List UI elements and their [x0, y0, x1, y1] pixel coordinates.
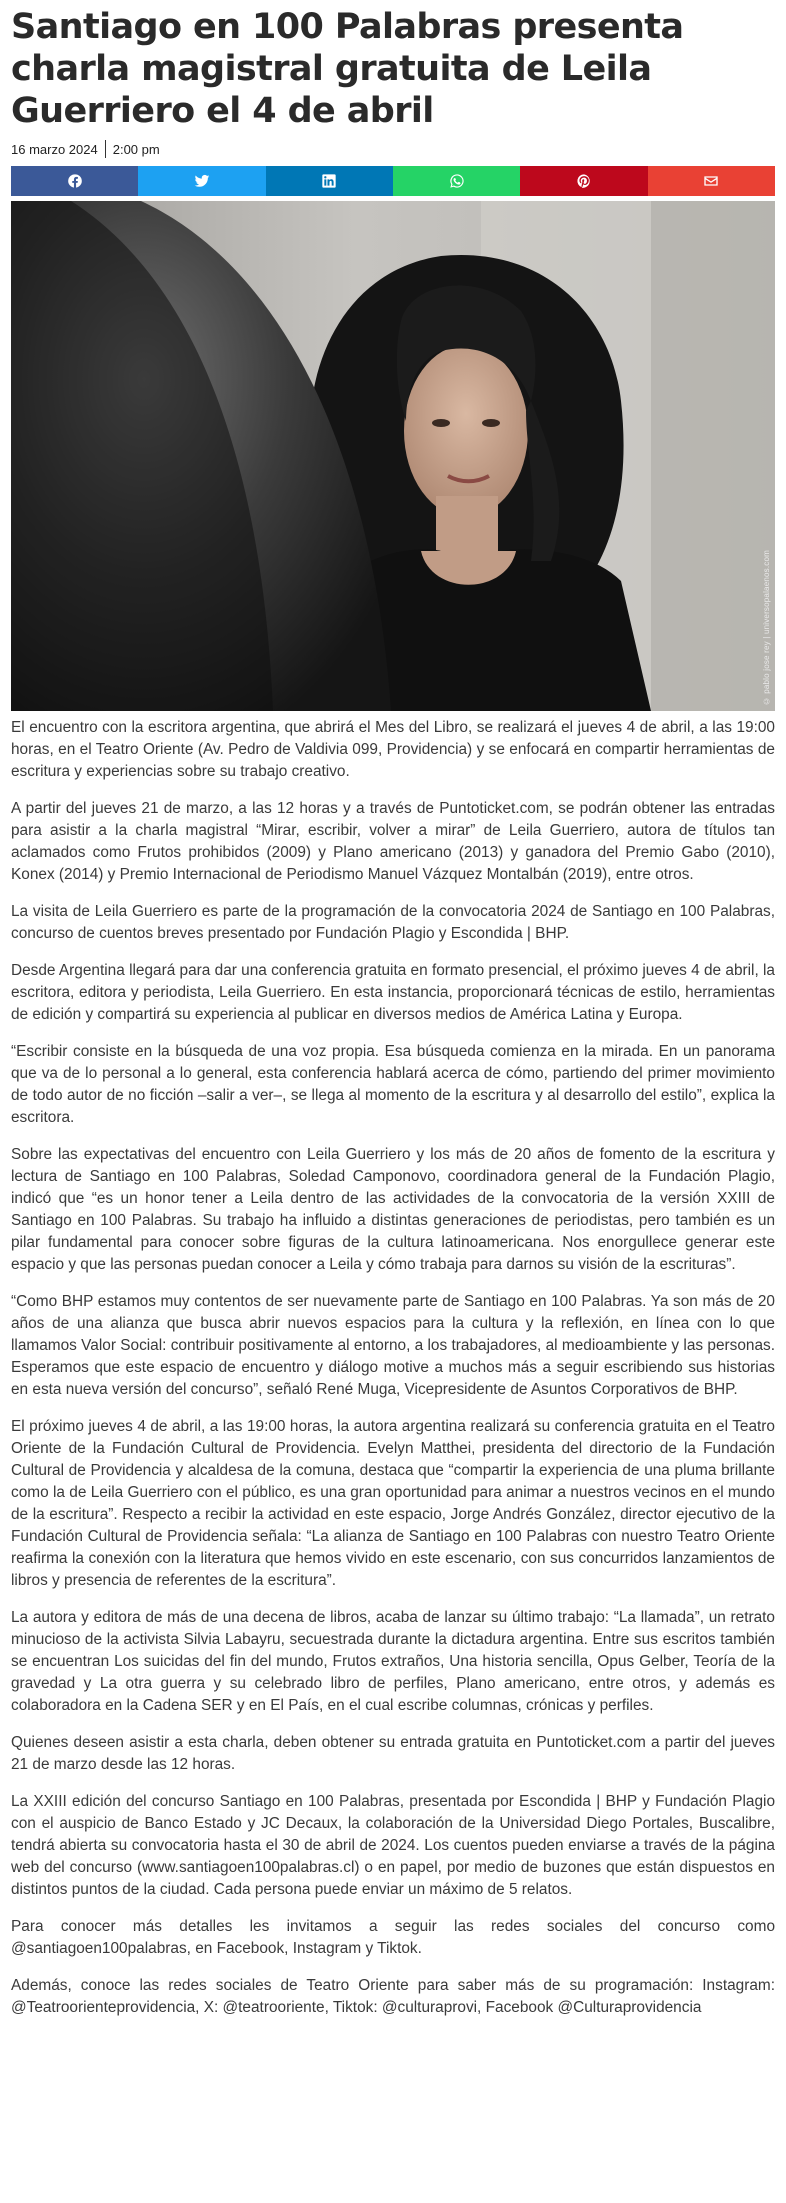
twitter-icon [194, 173, 210, 189]
share-linkedin-button[interactable] [266, 166, 393, 196]
article-body [11, 717, 775, 2019]
portrait-illustration [11, 201, 775, 711]
paragraph: A partir del jueves 21 de marzo, a las 12 horas y a través de Puntoticket.com, se podrán obtener las entradas para asistir a la charla magistral “Mirar, escribir, volver a mirar” de Leila Guerriero, autora de títulos tan aclamados como Frutos prohibidos (2009) y Plano americano (2013) y ganadora del Premio Gabo (2010), Konex (2014) y Premio Internacional de Periodismo Manuel Vázquez Montalbán (2019), entre otros. [11, 800, 775, 883]
share-facebook-button[interactable] [11, 166, 138, 196]
linkedin-icon [321, 173, 337, 189]
paragraph: El encuentro con la escritora argentina, que abrirá el Mes del Libro, se realizará el jueves 4 de abril, a las 19:00 horas, en el Teatro Oriente (Av. Pedro de Valdivia 099, Providencia) y se enfocará en compartir herramientas de escritura y experiencias sobre su trabajo creativo. [11, 719, 775, 780]
meta-divider [105, 140, 106, 158]
paragraph: Desde Argentina llegará para dar una conferencia gratuita en formato presencial, el próximo jueves 4 de abril, la escritora, editora y periodista, Leila Guerriero. En esta instancia, proporcionará técnicas de estilo, herramientas de edición y compartirá su experiencia al publicar en diversos medios de América Latina y Europa. [11, 962, 775, 1023]
share-email-button[interactable] [648, 166, 775, 196]
pinterest-icon [576, 173, 592, 189]
photo-credit: © pablo jose rey | universopalaenos.com [762, 549, 771, 705]
whatsapp-icon [449, 173, 465, 189]
paragraph: La XXIII edición del concurso Santiago en 100 Palabras, presentada por Escondida | BHP y Fundación Plagio con el auspicio de Banco Estado y JC Decaux, la colaboración de la Universidad Diego Portales, Buscalibre, tendrá abierta su convocatoria hasta el 30 de abril de 2024. Los cuentos pueden enviarse a través de la página web del concurso (www.santiagoen100palabras.cl) o en papel, por medio de buzones que están dispuestos en distintos puntos de la ciudad. Cada persona puede enviar un máximo de 5 relatos. [11, 1793, 775, 1898]
paragraph: Sobre las expectativas del encuentro con Leila Guerriero y los más de 20 años de fomento de la escritura y lectura de Santiago en 100 Palabras, Soledad Camponovo, coordinadora general de la Fundación Plagio, indicó que “es un honor tener a Leila dentro de las actividades de la convocatoria de la versión XXIII de Santiago en 100 Palabras. Su trabajo ha influido a distintas generaciones de periodistas, pero también es un pilar fundamental para conocer sobre figuras de la cultura latinoamericana. Nos enorgullece generar este espacio y que las personas puedan conocer a Leila y cómo trabaja para darnos su visión de la escrituras”. [11, 1146, 775, 1273]
paragraph: Además, conoce las redes sociales de Teatro Oriente para saber más de su programación: Instagram: @Teatroorienteprovidencia, X: @teatrooriente, Tiktok: @culturaprovi, Facebook @Culturaprovidencia [11, 1977, 775, 2016]
article-meta [11, 140, 775, 158]
paragraph: “Escribir consiste en la búsqueda de una voz propia. Esa búsqueda comienza en la mirada. En un panorama que va de lo personal a lo general, esta conferencia hablará acerca de cómo, partiendo del primer movimiento de todo autor de no ficción –salir a ver–, se llega al momento de la escritura y al desarrollo del estilo”, explica la escritora. [11, 1043, 775, 1126]
paragraph: La visita de Leila Guerriero es parte de la programación de la convocatoria 2024 de Santiago en 100 Palabras, concurso de cuentos breves presentado por Fundación Plagio y Escondida | BHP. [11, 903, 775, 942]
paragraph: La autora y editora de más de una decena de libros, acaba de lanzar su último trabajo: “La llamada”, un retrato minucioso de la activista Silvia Labayru, secuestrada durante la dictadura argentina. Entre sus escritos también se encuentran Los suicidas del fin del mundo, Frutos extraños, Una historia sencilla, Opus Gelber, Teoría de la gravedad y La otra guerra y su celebrado libro de perfiles, Plano americano, entre otros, y además es colaboradora en la Cadena SER y en El País, en el cual escribe columnas, crónicas y perfiles. [11, 1609, 775, 1714]
publish-date: 16 marzo 2024 [11, 141, 98, 157]
share-twitter-button[interactable] [138, 166, 265, 196]
share-whatsapp-button[interactable] [393, 166, 520, 196]
article-photo [11, 201, 775, 711]
paragraph: Quienes deseen asistir a esta charla, deben obtener su entrada gratuita en Puntoticket.com a partir del jueves 21 de marzo desde las 12 horas. [11, 1734, 775, 1773]
facebook-icon [67, 173, 83, 189]
publish-time: 2:00 pm [112, 141, 160, 157]
share-bar [11, 166, 775, 196]
paragraph: “Como BHP estamos muy contentos de ser nuevamente parte de Santiago en 100 Palabras. Ya son más de 20 años de una alianza que busca abrir nuevos espacios para la cultura y la reflexión, en línea con lo que llamamos Valor Social: contribuir positivamente al entorno, a los trabajadores, al medioambiente y las personas. Esperamos que este espacio de encuentro y diálogo motive a muchos más a seguir escribiendo sus historias en esta nueva versión del concurso”, señaló René Muga, Vicepresidente de Asuntos Corporativos de BHP. [11, 1293, 775, 1398]
paragraph: El próximo jueves 4 de abril, a las 19:00 horas, la autora argentina realizará su conferencia gratuita en el Teatro Oriente de la Fundación Cultural de Providencia. Evelyn Matthei, presidenta del directorio de la Fundación Cultural de Providencia y alcaldesa de la comuna, destaca que “compartir la experiencia de una pluma brillante como la de Leila Guerriero con el público, es una gran oportunidad para animar a nuestros vecinos en el mundo de la escritura”. Respecto a recibir la actividad en este espacio, Jorge Andrés González, director ejecutivo de la Fundación Cultural de Providencia señala: “La alianza de Santiago en 100 Palabras con nuestro Teatro Oriente reafirma la conexión con la literatura que hemos vivido en este escenario, con sus concurridos lanzamientos de libros y presencia de referentes de la escritura”. [11, 1418, 775, 1589]
envelope-icon [703, 173, 719, 189]
share-pinterest-button[interactable] [520, 166, 647, 196]
paragraph: Para conocer más detalles les invitamos a seguir las redes sociales del concurso como @santiagoen100palabras, en Facebook, Instagram y Tiktok. [11, 1918, 775, 1957]
article-title: Santiago en 100 Palabras presenta charla magistral gratuita de Leila Guerriero el 4 de abril [11, 7, 684, 131]
